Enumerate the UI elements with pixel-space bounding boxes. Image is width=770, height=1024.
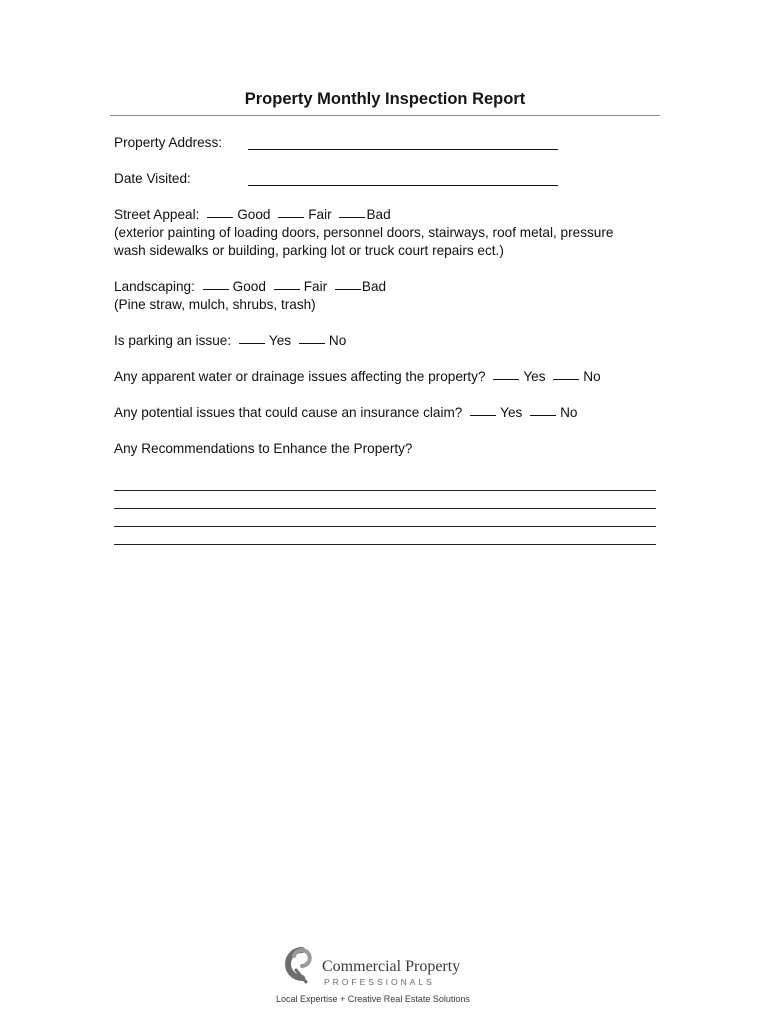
landscaping-bad-option: Bad <box>361 279 387 294</box>
water-yes-option: Yes <box>523 369 546 384</box>
insurance-row <box>114 404 578 422</box>
parking-row <box>114 332 346 350</box>
company-tagline: Local Expertise + Creative Real Estate Solutions <box>276 994 470 1004</box>
landscaping-label: Landscaping: <box>114 279 195 294</box>
water-no-blank[interactable] <box>553 379 579 380</box>
water-row <box>114 368 601 386</box>
parking-label: Is parking an issue: <box>114 333 232 348</box>
cp-logo-icon <box>272 940 320 988</box>
recommendations-label: Any Recommendations to Enhance the Property? <box>114 441 413 456</box>
page-title: Property Monthly Inspection Report <box>244 90 526 108</box>
insurance-no-blank[interactable] <box>530 415 556 416</box>
insurance-yes-option: Yes <box>500 405 523 420</box>
landscaping-good-blank[interactable] <box>203 289 229 290</box>
date-visited-label: Date Visited: <box>114 171 191 186</box>
water-yes-blank[interactable] <box>493 379 519 380</box>
water-label: Any apparent water or drainage issues affecting the property? <box>114 369 486 384</box>
title-divider <box>110 115 660 116</box>
recommendations-line-1[interactable] <box>114 490 656 491</box>
parking-no-option: No <box>328 333 347 348</box>
street-appeal-fair-option: Fair <box>308 207 332 222</box>
parking-yes-option: Yes <box>268 333 292 348</box>
parking-yes-blank[interactable] <box>239 343 265 344</box>
company-subtitle: PROFESSIONALS <box>324 977 435 987</box>
landscaping-row <box>114 278 386 296</box>
company-logo <box>270 940 500 1010</box>
parking-no-blank[interactable] <box>299 343 325 344</box>
water-no-option: No <box>583 369 601 384</box>
insurance-yes-blank[interactable] <box>470 415 496 416</box>
street-appeal-bad-option: Bad <box>366 207 391 222</box>
landscaping-fair-option: Fair <box>303 279 328 294</box>
landscaping-fair-blank[interactable] <box>274 289 300 290</box>
street-appeal-label: Street Appeal: <box>114 207 200 222</box>
street-appeal-note-line1: (exterior painting of loading doors, personnel doors, stairways, roof metal, pressure <box>114 225 614 240</box>
insurance-label: Any potential issues that could cause an insurance claim? <box>114 405 463 420</box>
street-appeal-fair-blank[interactable] <box>278 217 304 218</box>
street-appeal-bad-blank[interactable] <box>339 217 365 218</box>
recommendations-line-3[interactable] <box>114 526 656 527</box>
street-appeal-row <box>114 206 391 224</box>
street-appeal-note-line2: wash sidewalks or building, parking lot or truck court repairs ect.) <box>114 243 504 258</box>
recommendations-line-4[interactable] <box>114 544 656 545</box>
landscaping-good-option: Good <box>232 279 266 294</box>
landscaping-bad-blank[interactable] <box>335 289 361 290</box>
street-appeal-good-option: Good <box>237 207 271 222</box>
company-name: Commercial Property <box>322 958 461 975</box>
insurance-no-option: No <box>560 405 578 420</box>
recommendations-line-2[interactable] <box>114 508 656 509</box>
street-appeal-good-blank[interactable] <box>207 217 233 218</box>
property-address-field[interactable] <box>248 149 558 150</box>
landscaping-note: (Pine straw, mulch, shrubs, trash) <box>114 297 316 312</box>
property-address-label: Property Address: <box>114 135 223 150</box>
date-visited-field[interactable] <box>248 185 558 186</box>
